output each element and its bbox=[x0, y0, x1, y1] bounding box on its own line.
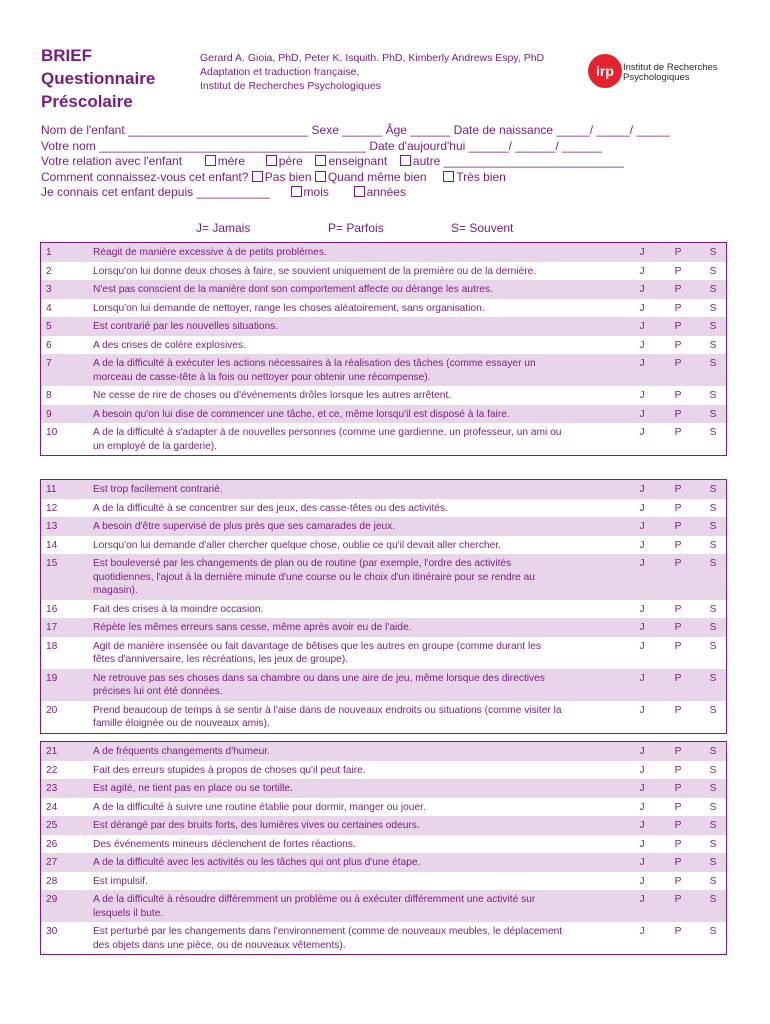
logo-mark: irp bbox=[588, 54, 622, 88]
form-title bbox=[41, 44, 155, 113]
item-row bbox=[41, 423, 726, 455]
item-number: 29 bbox=[46, 894, 58, 905]
logo-text bbox=[623, 63, 718, 83]
answer-sometimes[interactable]: P bbox=[674, 539, 682, 551]
item-row bbox=[41, 336, 726, 355]
item-row bbox=[41, 405, 726, 424]
answer-sometimes[interactable]: P bbox=[674, 321, 682, 332]
items-group-2 bbox=[40, 479, 727, 734]
item-row bbox=[41, 922, 726, 954]
item-number: 22 bbox=[46, 764, 58, 776]
answer-never[interactable]: J bbox=[639, 302, 645, 314]
answer-sometimes[interactable]: P bbox=[674, 801, 682, 813]
answer-never[interactable]: J bbox=[639, 558, 645, 569]
answer-sometimes[interactable]: P bbox=[674, 764, 682, 776]
know-not-well-checkbox[interactable] bbox=[252, 171, 263, 182]
items-group-1 bbox=[40, 242, 727, 456]
answer-often[interactable]: S bbox=[709, 640, 717, 652]
adaptation-line: Adaptation et traduction française, bbox=[200, 66, 360, 78]
item-text: Des événements mineurs déclenchent de fortes réactions. bbox=[93, 838, 356, 850]
answer-sometimes[interactable]: P bbox=[674, 502, 682, 514]
item-row bbox=[41, 798, 726, 817]
answer-sometimes[interactable]: P bbox=[674, 284, 682, 295]
know-fairly-well-checkbox[interactable] bbox=[315, 171, 326, 182]
item-number: 8 bbox=[46, 390, 52, 401]
relation-mother-checkbox[interactable] bbox=[205, 155, 216, 166]
answer-sometimes[interactable]: P bbox=[674, 672, 682, 684]
answer-often[interactable]: S bbox=[709, 358, 717, 369]
child-info-line[interactable]: Nom de l'enfant ___________________________ Sexe ______ Âge ______ Date de naissance _____/ _____/ _____ bbox=[41, 123, 670, 137]
item-number: 25 bbox=[46, 820, 58, 831]
item-number: 11 bbox=[46, 484, 57, 495]
item-text: A de la difficulté à se concentrer sur des jeux, des casse-têtes ou des activités. bbox=[93, 502, 448, 514]
item-row bbox=[41, 779, 726, 798]
answer-sometimes[interactable]: P bbox=[674, 875, 682, 887]
answer-never[interactable]: J bbox=[639, 539, 645, 551]
item-row bbox=[41, 354, 726, 386]
item-row bbox=[41, 835, 726, 854]
item-text: Lorsqu'on lui demande d'aller chercher quelque chose, oublie ce qu'il devait aller chercher. bbox=[93, 539, 501, 551]
answer-never[interactable]: J bbox=[639, 875, 645, 887]
item-row bbox=[41, 669, 726, 701]
answer-never[interactable]: J bbox=[639, 838, 645, 850]
answer-never[interactable]: J bbox=[639, 339, 645, 351]
institute-line: Institut de Recherches Psychologiques bbox=[200, 80, 381, 92]
answer-often[interactable]: S bbox=[709, 603, 717, 615]
item-text: Ne cesse de rire de choses ou d'événements drôles lorsque les autres arrêtent. bbox=[93, 390, 452, 401]
legend-sometimes: P= Parfois bbox=[328, 221, 384, 235]
answer-sometimes[interactable]: P bbox=[674, 622, 682, 633]
legend-often: S= Souvent bbox=[451, 221, 514, 235]
item-number: 12 bbox=[46, 502, 58, 514]
item-text: Agit de manière insensée ou fait davantage de bêtises que les autres en groupe (comme durant les fêtes d'anniversaire, les récréations, les jeux de groupe). bbox=[93, 640, 541, 665]
item-text: A de la difficulté à s'adapter à de nouvelles personnes (comme une gardienne, un professeur, un ami ou un employé de la garderie). bbox=[93, 427, 562, 452]
item-text: A de fréquents changements d'humeur. bbox=[93, 746, 270, 757]
item-row bbox=[41, 280, 726, 299]
item-number: 24 bbox=[46, 801, 58, 813]
item-number: 5 bbox=[46, 321, 52, 332]
item-number: 28 bbox=[46, 875, 58, 887]
item-number: 3 bbox=[46, 284, 52, 295]
item-text: Est dérangé par des bruits forts, des lumières vives ou certaines odeurs. bbox=[93, 820, 420, 831]
item-text: N'est pas conscient de la manière dont son comportement affecte ou dérange les autres. bbox=[93, 284, 493, 295]
item-row bbox=[41, 480, 726, 499]
answer-never[interactable]: J bbox=[639, 284, 645, 295]
relation-option: mère bbox=[217, 154, 246, 168]
item-text: Fait des erreurs stupides à propos de choses qu'il peut faire. bbox=[93, 764, 366, 776]
item-number: 13 bbox=[46, 521, 58, 532]
item-text: A de la difficulté à exécuter les actions nécessaires à la réalisation des tâches (comme essayer un morceau de casse-tête à la fois ou nettoyer pour obtenir une récompense). bbox=[93, 358, 536, 383]
item-number: 21 bbox=[46, 746, 58, 757]
answer-sometimes[interactable]: P bbox=[674, 640, 682, 652]
duration-option: années bbox=[366, 185, 406, 199]
answer-sometimes[interactable]: P bbox=[674, 558, 682, 569]
answer-never[interactable]: J bbox=[639, 484, 645, 495]
item-number: 2 bbox=[46, 265, 52, 277]
answer-never[interactable]: J bbox=[639, 672, 645, 684]
item-row bbox=[41, 299, 726, 318]
answer-often[interactable]: S bbox=[709, 672, 717, 684]
item-text: Répète les mêmes erreurs sans cesse, même après avoir eu de l'aide. bbox=[93, 622, 412, 633]
item-number: 19 bbox=[46, 672, 58, 684]
answer-often[interactable]: S bbox=[709, 265, 717, 277]
years-checkbox[interactable] bbox=[354, 186, 365, 197]
item-text: A des crises de colère explosives. bbox=[93, 339, 246, 351]
title-line: Questionnaire bbox=[41, 69, 156, 88]
irp-logo bbox=[588, 54, 728, 94]
relation-option: père bbox=[278, 154, 303, 168]
item-text: A de la difficulté à résoudre différemment un problème ou à exécuter différemment une activité sur lesquels il bute. bbox=[93, 894, 536, 919]
item-row bbox=[41, 761, 726, 780]
answer-often[interactable]: S bbox=[709, 838, 717, 850]
answer-often[interactable]: S bbox=[709, 857, 717, 868]
item-row bbox=[41, 554, 726, 600]
duration-line bbox=[41, 185, 670, 201]
relation-teacher-checkbox[interactable] bbox=[315, 155, 326, 166]
answer-often[interactable]: S bbox=[709, 284, 717, 295]
know-very-well-checkbox[interactable] bbox=[443, 171, 454, 182]
acquaintance-line bbox=[41, 170, 670, 186]
answer-sometimes[interactable]: P bbox=[674, 838, 682, 850]
answer-sometimes[interactable]: P bbox=[674, 390, 682, 401]
item-row bbox=[41, 816, 726, 835]
item-text: Ne retrouve pas ses choses dans sa chambre ou dans une aire de jeu, même lorsque des directives précises lui ont été données. bbox=[93, 672, 545, 697]
item-number: 26 bbox=[46, 838, 58, 850]
answer-often[interactable]: S bbox=[709, 521, 717, 532]
answer-never[interactable]: J bbox=[639, 603, 645, 615]
item-number: 23 bbox=[46, 783, 58, 794]
answer-never[interactable]: J bbox=[639, 358, 645, 369]
answer-sometimes[interactable]: P bbox=[674, 358, 682, 369]
legend-never: J= Jamais bbox=[196, 221, 251, 235]
answer-often[interactable]: S bbox=[709, 502, 717, 514]
item-text: Est perturbé par les changements dans l'environnement (comme de nouveaux meubles, le déplacement des objets dans une pièce, ou de nouveaux vêtements). bbox=[93, 926, 563, 951]
item-number: 27 bbox=[46, 857, 58, 868]
item-text: Est contrarié par les nouvelles situations. bbox=[93, 321, 279, 332]
acquaintance-label: Comment connaissez-vous cet enfant? bbox=[41, 169, 249, 184]
item-number: 15 bbox=[46, 558, 58, 569]
item-row bbox=[41, 317, 726, 336]
answer-often[interactable]: S bbox=[709, 783, 717, 794]
answer-often[interactable]: S bbox=[709, 484, 717, 495]
answer-often[interactable]: S bbox=[709, 894, 717, 905]
answer-often[interactable]: S bbox=[709, 875, 717, 887]
item-row bbox=[41, 386, 726, 405]
answer-never[interactable]: J bbox=[639, 746, 645, 757]
answer-never[interactable]: J bbox=[639, 783, 645, 794]
item-text: Réagit de manière excessive à de petits problèmes. bbox=[93, 247, 327, 258]
item-text: Est bouleversé par les changements de plan ou de routine (par exemple, l'ordre des activités quotidiennes, l'ajout à la dernière minute d'une course ou le choix d'un itinéraire pour se rendre au magasin). bbox=[93, 558, 535, 596]
item-row bbox=[41, 637, 726, 669]
identification-fields bbox=[41, 123, 670, 201]
respondent-line[interactable]: Votre nom ________________________________________ Date d'aujourd'hui ______/ ______/ ______ bbox=[41, 138, 603, 153]
duration-option: mois bbox=[303, 185, 329, 199]
answer-often[interactable]: S bbox=[709, 764, 717, 776]
answer-often[interactable]: S bbox=[709, 321, 717, 332]
relation-line bbox=[41, 154, 670, 170]
answer-sometimes[interactable]: P bbox=[674, 247, 682, 258]
item-text: Est agité, ne tient pas en place ou se tortille. bbox=[93, 783, 293, 794]
answer-sometimes[interactable]: P bbox=[674, 408, 682, 420]
answer-sometimes[interactable]: P bbox=[674, 603, 682, 615]
relation-other-checkbox[interactable] bbox=[400, 155, 411, 166]
relation-option: enseignant bbox=[328, 154, 388, 168]
item-row bbox=[41, 853, 726, 872]
item-text: A de la difficulté à suivre une routine établie pour dormir, manger ou jouer. bbox=[93, 801, 426, 813]
logo-line: Institut de Recherches bbox=[623, 62, 718, 73]
answer-never[interactable]: J bbox=[639, 820, 645, 831]
know-option: Pas bien bbox=[264, 169, 312, 184]
answer-never[interactable]: J bbox=[639, 521, 645, 532]
item-row bbox=[41, 536, 726, 555]
answer-never[interactable]: J bbox=[639, 321, 645, 332]
item-row bbox=[41, 872, 726, 891]
answer-sometimes[interactable]: P bbox=[674, 339, 682, 351]
item-text: Est impulsif. bbox=[93, 875, 148, 887]
item-number: 7 bbox=[46, 358, 52, 369]
answer-often[interactable]: S bbox=[709, 926, 717, 937]
answer-sometimes[interactable]: P bbox=[674, 857, 682, 868]
relation-father-checkbox[interactable] bbox=[266, 155, 277, 166]
know-option: Très bien bbox=[456, 169, 506, 184]
item-text: Fait des crises à la moindre occasion. bbox=[93, 603, 264, 615]
answer-often[interactable]: S bbox=[709, 247, 717, 258]
relation-label: Votre relation avec l'enfant bbox=[41, 154, 183, 168]
answer-never[interactable]: J bbox=[639, 622, 645, 633]
item-text: Lorsqu'on lui donne deux choses à faire, se souvient uniquement de la première ou de la dernière. bbox=[93, 265, 537, 277]
answer-never[interactable]: J bbox=[639, 502, 645, 514]
answer-sometimes[interactable]: P bbox=[674, 265, 682, 277]
answer-often[interactable]: S bbox=[709, 704, 717, 716]
item-row bbox=[41, 517, 726, 536]
item-number: 14 bbox=[46, 539, 58, 551]
answer-never[interactable]: J bbox=[639, 764, 645, 776]
answer-sometimes[interactable]: P bbox=[674, 302, 682, 314]
item-number: 16 bbox=[46, 603, 58, 615]
answer-never[interactable]: J bbox=[639, 408, 645, 420]
answer-often[interactable]: S bbox=[709, 408, 717, 420]
item-number: 6 bbox=[46, 339, 52, 351]
answer-often[interactable]: S bbox=[709, 558, 717, 569]
know-option: Quand même bien bbox=[327, 169, 427, 184]
answer-often[interactable]: S bbox=[709, 390, 717, 401]
answer-sometimes[interactable]: P bbox=[674, 894, 682, 905]
item-number: 17 bbox=[46, 622, 58, 633]
answer-often[interactable]: S bbox=[709, 339, 717, 351]
item-number: 9 bbox=[46, 408, 52, 420]
item-text: A besoin qu'on lui dise de commencer une tâche, et ce, même lorsqu'il est disposé à la faire. bbox=[93, 408, 510, 420]
answer-never[interactable]: J bbox=[639, 926, 645, 937]
item-text: Prend beaucoup de temps à se sentir à l'aise dans de nouveaux endroits ou situations (comme visiter la famille éloignée ou de nouveaux amis). bbox=[93, 704, 562, 729]
title-line: BRIEF bbox=[41, 46, 92, 65]
answer-often[interactable]: S bbox=[709, 746, 717, 757]
answer-never[interactable]: J bbox=[639, 857, 645, 868]
item-row bbox=[41, 742, 726, 761]
answer-sometimes[interactable]: P bbox=[674, 820, 682, 831]
item-number: 10 bbox=[46, 427, 58, 438]
answer-often[interactable]: S bbox=[709, 820, 717, 831]
months-checkbox[interactable] bbox=[291, 186, 302, 197]
item-number: 1 bbox=[46, 247, 52, 258]
answer-never[interactable]: J bbox=[639, 247, 645, 258]
answer-sometimes[interactable]: P bbox=[674, 746, 682, 757]
answer-sometimes[interactable]: P bbox=[674, 484, 682, 495]
answer-never[interactable]: J bbox=[639, 704, 645, 716]
item-row bbox=[41, 243, 726, 262]
item-text: A de la difficulté avec les activités ou les tâches qui ont plus d'une étape. bbox=[93, 857, 421, 868]
answer-never[interactable]: J bbox=[639, 894, 645, 905]
answer-sometimes[interactable]: P bbox=[674, 783, 682, 794]
answer-sometimes[interactable]: P bbox=[674, 926, 682, 937]
answer-never[interactable]: J bbox=[639, 265, 645, 277]
item-row bbox=[41, 890, 726, 922]
answer-sometimes[interactable]: P bbox=[674, 521, 682, 532]
duration-label: Je connais cet enfant depuis ___________ bbox=[41, 185, 270, 199]
item-row bbox=[41, 499, 726, 518]
answer-never[interactable]: J bbox=[639, 801, 645, 813]
answer-often[interactable]: S bbox=[709, 427, 717, 438]
answer-never[interactable]: J bbox=[639, 427, 645, 438]
item-number: 30 bbox=[46, 926, 58, 937]
answer-often[interactable]: S bbox=[709, 801, 717, 813]
title-line: Préscolaire bbox=[41, 92, 133, 111]
item-row bbox=[41, 618, 726, 637]
items-group-3 bbox=[40, 741, 727, 955]
answer-often[interactable]: S bbox=[709, 302, 717, 314]
answer-sometimes[interactable]: P bbox=[674, 427, 682, 438]
item-text: Lorsqu'on lui demande de nettoyer, range les choses aléatoirement, sans organisation. bbox=[93, 302, 485, 314]
item-text: Est trop facilement contrarié. bbox=[93, 484, 223, 495]
item-row bbox=[41, 600, 726, 619]
answer-often[interactable]: S bbox=[709, 539, 717, 551]
item-number: 18 bbox=[46, 640, 58, 652]
item-row bbox=[41, 701, 726, 733]
authors-line: Gerard A. Gioia, PhD, Peter K. Isquith. PhD, Kimberly Andrews Espy, PhD bbox=[200, 52, 545, 64]
item-number: 20 bbox=[46, 704, 58, 716]
item-row bbox=[41, 262, 726, 281]
logo-line: Psychologiques bbox=[623, 72, 690, 83]
answer-never[interactable]: J bbox=[639, 390, 645, 401]
answer-often[interactable]: S bbox=[709, 622, 717, 633]
item-text: A besoin d'être supervisé de plus près que ses camarades de jeux. bbox=[93, 521, 396, 532]
answer-never[interactable]: J bbox=[639, 640, 645, 652]
authors-block bbox=[200, 51, 544, 93]
relation-option: autre ___________________________ bbox=[412, 154, 624, 168]
answer-sometimes[interactable]: P bbox=[674, 704, 682, 716]
item-number: 4 bbox=[46, 302, 52, 314]
